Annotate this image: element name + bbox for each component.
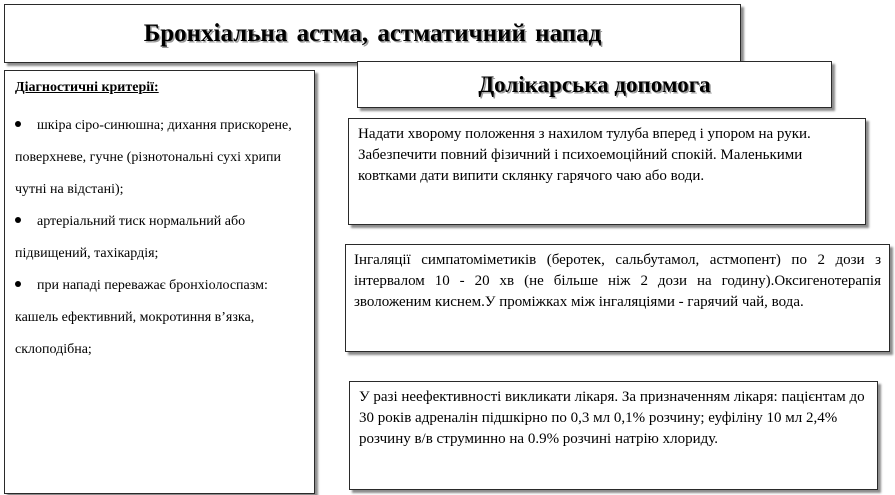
diagnostic-item-text: артеріальний тиск нормальний або підвищений, тахікардія;	[15, 214, 246, 261]
bullet-icon	[15, 281, 21, 287]
diagnostic-item-text: при нападі переважає бронхіолоспазм: кашель ефективний, мокротиння в’язка, склоподібна;	[15, 278, 268, 357]
bullet-icon	[15, 217, 21, 223]
aid-step-doctor-box	[349, 381, 878, 490]
aid-step-inhalation-text: Інгаляції симпатоміметиків (беротек, сальбутамол, астмопент) по 2 дози з інтервалом 10 - 20 хв (не більше ніж 2 дози на годину).Оксигенотерапія зволоженим киснем.У проміжках між інгаляціями - гарячий чай, вода.	[354, 252, 881, 310]
diagnostic-item	[15, 110, 308, 206]
diagnostic-item	[15, 270, 308, 366]
aid-step-inhalation-box	[345, 244, 890, 352]
title-box	[4, 4, 741, 63]
aid-step-position-box	[348, 118, 866, 225]
aid-step-doctor-text: У разі неефективності викликати лікаря. За призначенням лікаря: пацієнтам до 30 років адреналін підшкірно по 0,3 мл 0,1% розчину; еуфіліну 10 мл 2,4% розчину в/в струминно на 0.9% розчині натрію хлориду.	[359, 389, 865, 447]
diagnostic-item-text: шкіра сіро-синюшна; дихання прискорене, поверхневе, гучне (різнотональні сухі хрипи чутні на відстані);	[15, 118, 292, 197]
page-title: Бронхіальна астма, астматичний напад	[143, 19, 602, 47]
aid-header: Долікарська допомога	[478, 71, 711, 97]
aid-step-position-text: Надати хворому положення з нахилом тулуба вперед і упором на руки. Забезпечити повний фізичний і психоемоційний спокій. Маленькими ковтками дати випити склянку гарячого чаю або води.	[358, 126, 811, 184]
aid-header-box	[357, 61, 832, 108]
bullet-icon	[15, 121, 21, 127]
diagnostic-heading: Діагностичні критерії:	[15, 80, 159, 95]
diagnostic-item	[15, 206, 308, 270]
diagnostic-list	[15, 110, 308, 366]
diagnostic-criteria-box	[4, 70, 315, 494]
